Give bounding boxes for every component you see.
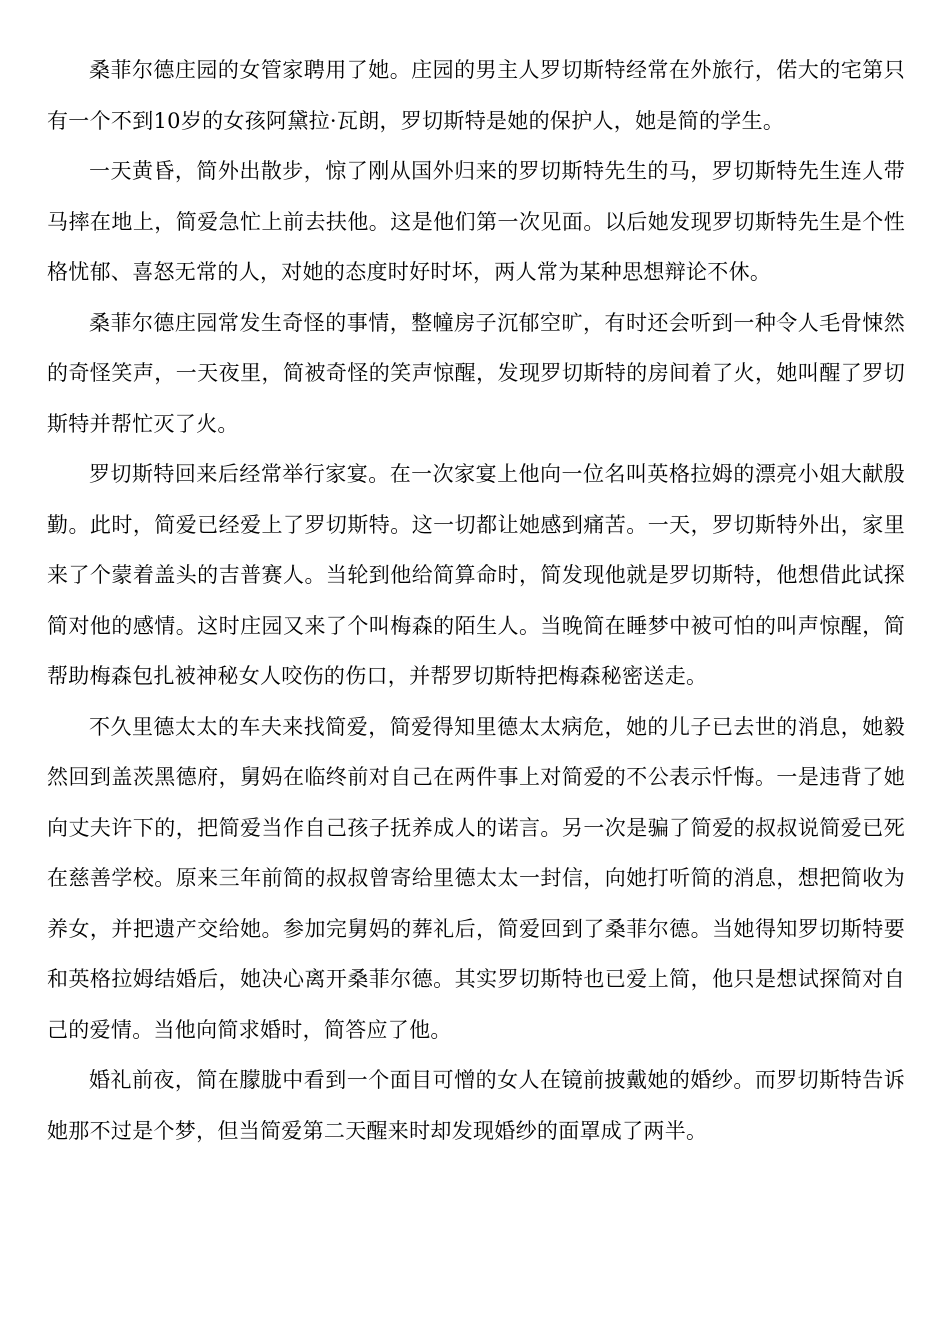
paragraph-3: 桑菲尔德庄园常发生奇怪的事情，整幢房子沉郁空旷，有时还会听到一种令人毛骨悚然的奇怪笑声，一天夜里，简被奇怪的笑声惊醒，发现罗切斯特的房间着了火，她叫醒了罗切斯特并帮忙灭了火。 [47,310,905,436]
paragraph-1: 桑菲尔德庄园的女管家聘用了她。庄园的男主人罗切斯特经常在外旅行，偌大的宅第只有一个不到10岁的女孩阿黛拉·瓦朗，罗切斯特是她的保护人，她是简的学生。 [47,58,905,133]
paragraph-4: 罗切斯特回来后经常举行家宴。在一次家宴上他向一位名叫英格拉姆的漂亮小姐大献殷勤。此时，简爱已经爱上了罗切斯特。这一切都让她感到痛苦。一天，罗切斯特外出，家里来了个蒙着盖头的吉普赛人。当轮到他给简算命时，简发现他就是罗切斯特，他想借此试探简对他的感情。这时庄园又来了个叫梅森的陌生人。当晚简在睡梦中被可怕的叫声惊醒，简帮助梅森包扎被神秘女人咬伤的伤口，并帮罗切斯特把梅森秘密送走。 [47,462,905,688]
paragraph-6: 婚礼前夜，简在朦胧中看到一个面目可憎的女人在镜前披戴她的婚纱。而罗切斯特告诉她那不过是个梦，但当简爱第二天醒来时却发现婚纱的面罩成了两半。 [47,1068,905,1143]
document-body [47,45,905,1156]
paragraph-5: 不久里德太太的车夫来找简爱，简爱得知里德太太病危，她的儿子已去世的消息，她毅然回到盖茨黑德府，舅妈在临终前对自己在两件事上对简爱的不公表示忏悔。一是违背了她向丈夫许下的，把简爱当作自己孩子抚养成人的诺言。另一次是骗了简爱的叔叔说简爱已死在慈善学校。原来三年前简的叔叔曾寄给里德太太一封信，向她打听简的消息，想把简收为养女，并把遗产交给她。参加完舅妈的葬礼后，简爱回到了桑菲尔德。当她得知罗切斯特要和英格拉姆结婚后，她决心离开桑菲尔德。其实罗切斯特也已爱上简，他只是想试探简对自己的爱情。当他向简求婚时，简答应了他。 [47,714,905,1042]
paragraph-2: 一天黄昏，简外出散步，惊了刚从国外归来的罗切斯特先生的马，罗切斯特先生连人带马摔在地上，简爱急忙上前去扶他。这是他们第一次见面。以后她发现罗切斯特先生是个性格忧郁、喜怒无常的人，对她的态度时好时坏，两人常为某种思想辩论不休。 [47,159,905,284]
